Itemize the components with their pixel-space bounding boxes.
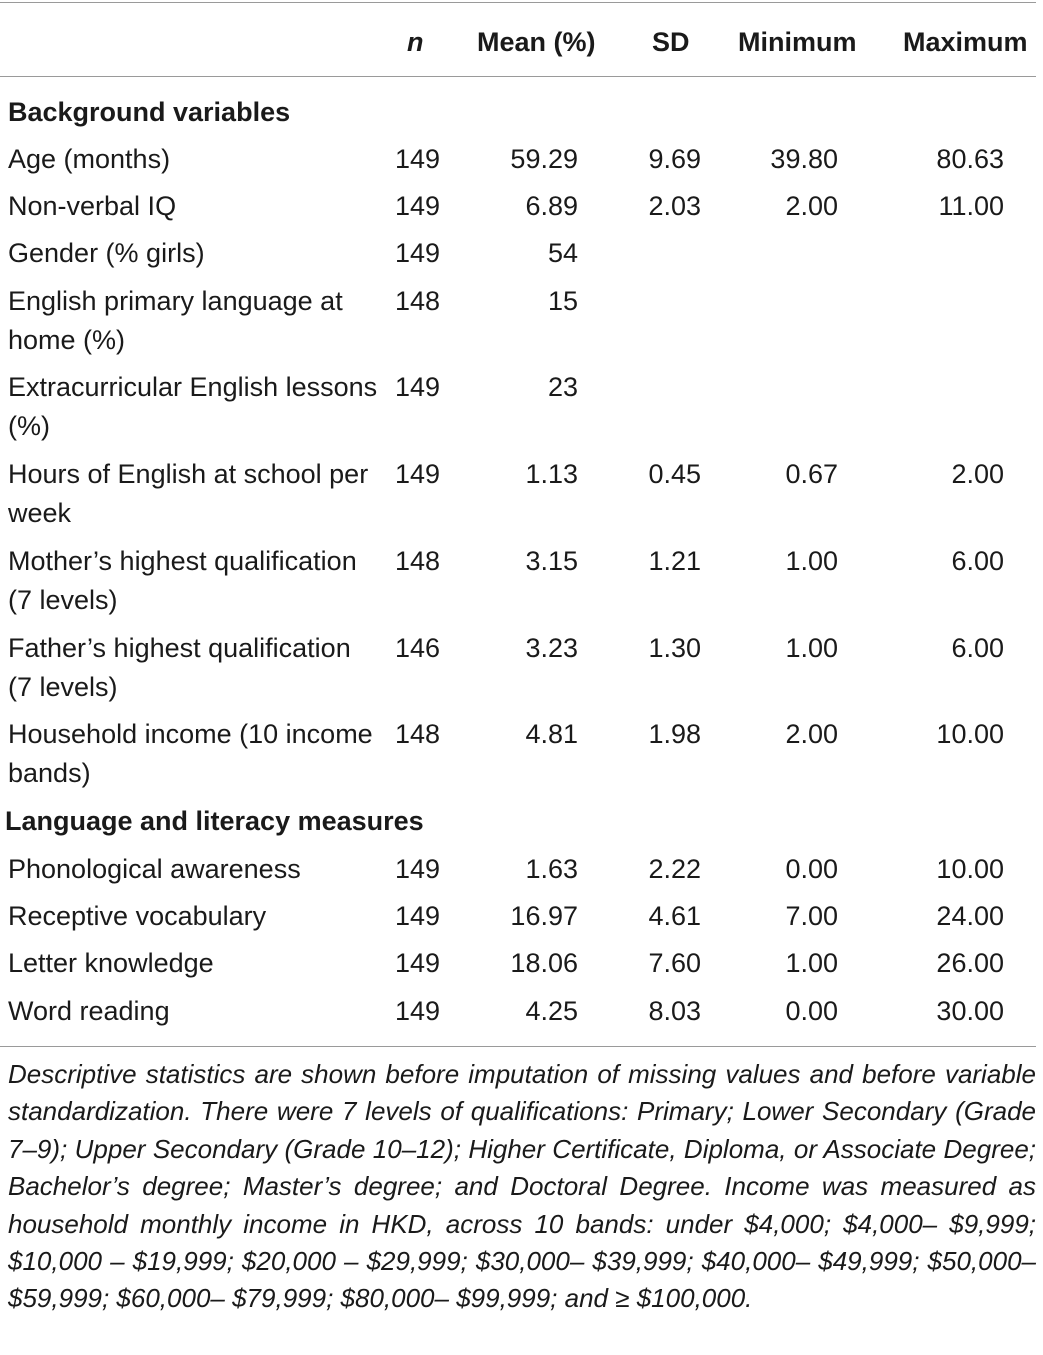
row-label: Gender (% girls) <box>8 238 205 268</box>
cell-sd: 1.98 <box>648 719 701 749</box>
cell-n: 149 <box>394 854 440 884</box>
cell-n: 149 <box>394 191 440 221</box>
row-label: Age (months) <box>8 144 171 174</box>
cell-mean: 54 <box>547 238 578 268</box>
cell-min: 2.00 <box>785 191 838 221</box>
header-mean: Mean (%) <box>477 27 596 57</box>
cell-min: 1.00 <box>785 546 838 576</box>
row-label: Extracurricular English lessons (%) <box>8 372 378 441</box>
bottom-rule <box>0 1046 1036 1047</box>
cell-max: 6.00 <box>951 633 1004 663</box>
cell-sd: 4.61 <box>648 901 701 931</box>
cell-n: 149 <box>394 372 440 402</box>
cell-mean: 15 <box>547 286 578 316</box>
cell-sd: 9.69 <box>648 144 701 174</box>
cell-sd: 2.03 <box>648 191 701 221</box>
cell-mean: 3.23 <box>525 633 578 663</box>
cell-mean: 3.15 <box>525 546 578 576</box>
cell-sd: 1.21 <box>648 546 701 576</box>
cell-max: 80.63 <box>936 144 1004 174</box>
cell-max: 11.00 <box>938 191 1004 221</box>
cell-min: 0.67 <box>785 459 838 489</box>
cell-max: 30.00 <box>936 996 1004 1026</box>
table-header <box>0 20 1043 64</box>
cell-min: 0.00 <box>785 996 838 1026</box>
cell-n: 149 <box>394 901 440 931</box>
header-sd: SD <box>652 27 690 57</box>
row-label: Receptive vocabulary <box>8 901 267 931</box>
cell-n: 148 <box>394 546 440 576</box>
cell-sd: 1.30 <box>648 633 701 663</box>
cell-n: 149 <box>394 996 440 1026</box>
header-maximum: Maximum <box>903 27 1028 57</box>
cell-min: 2.00 <box>785 719 838 749</box>
cell-max: 2.00 <box>951 459 1004 489</box>
header-n: n <box>407 27 424 57</box>
section-title: Background variables <box>8 97 291 127</box>
cell-n: 149 <box>394 459 440 489</box>
cell-max: 10.00 <box>936 719 1004 749</box>
row-label: Phonological awareness <box>8 854 301 884</box>
row-label: Non-verbal IQ <box>8 191 177 221</box>
row-label: English primary language at home (%) <box>8 286 343 355</box>
cell-mean: 6.89 <box>525 191 578 221</box>
cell-mean: 18.06 <box>510 948 578 978</box>
cell-max: 26.00 <box>936 948 1004 978</box>
row-label: Word reading <box>8 996 170 1026</box>
cell-mean: 4.81 <box>525 719 578 749</box>
header-rule <box>0 76 1036 77</box>
cell-min: 1.00 <box>785 633 838 663</box>
cell-max: 6.00 <box>951 546 1004 576</box>
cell-n: 148 <box>394 286 440 316</box>
cell-n: 149 <box>394 948 440 978</box>
cell-max: 10.00 <box>936 854 1004 884</box>
cell-mean: 1.13 <box>525 459 578 489</box>
cell-min: 1.00 <box>785 948 838 978</box>
top-rule <box>0 2 1036 3</box>
cell-mean: 4.25 <box>525 996 578 1026</box>
cell-min: 0.00 <box>785 854 838 884</box>
cell-min: 7.00 <box>785 901 838 931</box>
cell-sd: 0.45 <box>648 459 701 489</box>
cell-mean: 16.97 <box>510 901 578 931</box>
row-label: Father’s highest qualification (7 levels) <box>8 633 351 702</box>
row-label: Household income (10 income bands) <box>8 719 373 788</box>
row-label: Mother’s highest qualification (7 levels) <box>8 546 357 615</box>
cell-n: 149 <box>394 144 440 174</box>
cell-mean: 59.29 <box>510 144 578 174</box>
cell-n: 148 <box>394 719 440 749</box>
cell-max: 24.00 <box>936 901 1004 931</box>
header-minimum: Minimum <box>738 27 857 57</box>
section-title: Language and literacy measures <box>5 806 424 836</box>
cell-sd: 8.03 <box>648 996 701 1026</box>
cell-min: 39.80 <box>770 144 838 174</box>
cell-n: 146 <box>394 633 440 663</box>
cell-mean: 1.63 <box>525 854 578 884</box>
cell-mean: 23 <box>547 372 578 402</box>
table-footnote: Descriptive statistics are shown before imputation of missing values and before variable standardization. There were 7 levels of qualifications: Primary; Lower Secondary (Grade 7–9); Upper Secondary (Grade 10–12); Higher Certificate, Diploma, or Associate Degree; Bachelor’s degree; Master’s degree; and Doctoral Degree. Income was measured as household monthly income in HKD, across 10 bands: under $4,000; $4,000– $9,999; $10,000 – $19,999; $20,000 – $29,999; $30,000– $39,999; $40,000– $49,999; $50,000– $59,999; $60,000– $79,999; $80,000– $99,999; and ≥ $100,000. <box>8 1059 1036 1314</box>
cell-sd: 2.22 <box>648 854 701 884</box>
row-label: Hours of English at school per week <box>8 459 369 528</box>
cell-sd: 7.60 <box>648 948 701 978</box>
row-label: Letter knowledge <box>8 948 214 978</box>
cell-n: 149 <box>394 238 440 268</box>
